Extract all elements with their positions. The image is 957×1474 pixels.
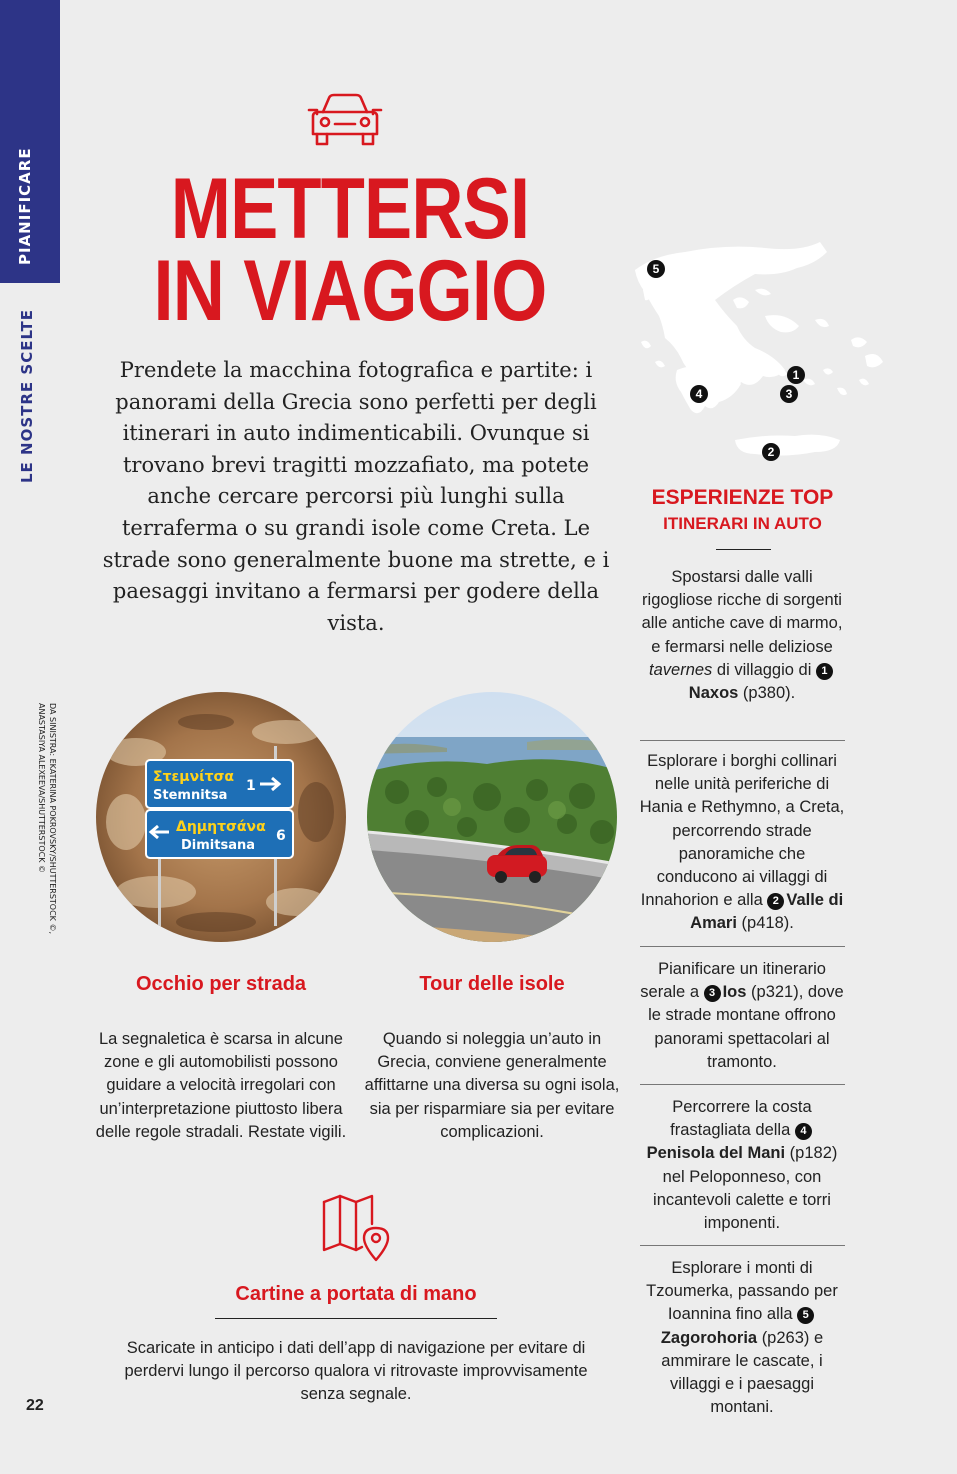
photo-credit-line: ANASTASIYA ALEXEEVA/SHUTTERSTOCK © — [37, 703, 46, 873]
experience-item — [638, 566, 846, 705]
intro-paragraph: Prendete la macchina fotografica e partite: i panorami della Grecia sono perfetti per degli itinerari in auto indimenticabili. Ovunque si trovano brevi tragitti mozzafiato, ma potete anche cercare percorsi più lunghi sulla terraferma o su grandi isole come Creta. Le strade sono generalmente buone ma strette, e i paesaggi invitano a fermarsi per godere della vista. — [102, 358, 610, 635]
sign-latin-2: Dimitsana — [181, 838, 256, 853]
experience-place: Naxos — [688, 684, 739, 703]
tip-title: Occhio per strada — [135, 973, 307, 995]
experience-item — [638, 750, 846, 936]
experience-place: Ios — [722, 983, 747, 1002]
page-title: IN VIAGGIO — [153, 243, 547, 339]
sign-greek-2: Δημητσάνα — [176, 819, 266, 835]
photo-credit — [36, 703, 58, 934]
experience-place: Penisola del Mani — [646, 1144, 786, 1163]
experience-ref: (p418). — [741, 914, 794, 933]
experience-item — [638, 1096, 846, 1235]
sidebar-subheading: ITINERARI IN AUTO — [663, 514, 822, 533]
section-tab-label: PIANIFICARE — [16, 147, 34, 265]
number-badge: 1 — [816, 663, 833, 680]
tip-body: Quando si noleggia un’auto in Grecia, conviene generalmente affittarne una diversa su ogni isola, sia per risparmiare sia per evitare complicazioni. — [364, 1030, 620, 1141]
number-badge: 3 — [704, 985, 721, 1002]
map-badge: 5 — [647, 260, 665, 278]
experience-text: di villaggio di — [716, 660, 812, 679]
maps-tip-body: Scaricate in anticipo i dati dell’app di navigazione per evitare di perdervi lungo il percorso qualora vi ritrovaste improvvisamente senza segnale. — [124, 1339, 588, 1404]
map-badge: 4 — [690, 385, 708, 403]
divider — [716, 549, 771, 550]
experience-ref: (p380). — [742, 684, 796, 703]
maps-tip-title: Cartine a portata di mano — [235, 1283, 477, 1305]
photo-credit-line: DA SINISTRA: EKATERINA POKROVSKY/SHUTTERSTOCK ©, — [48, 703, 57, 935]
experience-text: Pianificare un itinerario serale a — [640, 960, 826, 1002]
road-sign-photo — [96, 692, 346, 942]
divider — [640, 1084, 845, 1085]
sign-km-2: 6 — [276, 828, 286, 844]
map-badge: 3 — [780, 385, 798, 403]
page-number: 22 — [26, 1397, 44, 1414]
experience-text: Percorrere la costa frastagliata della — [670, 1098, 812, 1140]
divider — [640, 946, 845, 947]
divider — [640, 740, 845, 741]
experience-ref: (p182) nel Peloponneso, con incantevoli calette e torri imponenti. — [653, 1144, 838, 1233]
page-title: METTERSI — [170, 161, 530, 257]
number-badge: 4 — [795, 1123, 812, 1140]
experience-text: Esplorare i monti di Tzoumerka, passando per Ioannina fino alla — [646, 1259, 838, 1324]
experience-ref: (p321), dove le strade montane offrono panorami spettacolari al tramonto. — [648, 983, 844, 1071]
divider — [215, 1318, 497, 1319]
experience-text: Spostarsi dalle valli rigogliose ricche di sorgenti alle antiche cave di marmo, e fermarsi nelle deliziose — [641, 568, 843, 656]
experience-italic: tavernes — [649, 660, 713, 679]
map-pin-icon — [320, 1192, 390, 1262]
experience-place: Valle di Amari — [690, 891, 844, 933]
experience-text: Esplorare i borghi collinari nelle unità periferiche di Hania e Rethymno, a Creta, percorrendo strade panoramiche che conducono ai villaggi di Innahorion e alla — [639, 752, 845, 910]
experience-item — [638, 958, 846, 1074]
sign-latin-1: Stemnitsa — [153, 788, 228, 803]
experience-place: Zagorohoria — [660, 1328, 758, 1347]
car-icon — [305, 90, 385, 150]
sign-km-1: 1 — [246, 778, 256, 794]
experience-ref: (p263) e ammirare le cascate, i villaggi e i paesaggi montani. — [661, 1328, 824, 1417]
coastal-road-photo — [367, 692, 617, 942]
map-badge: 2 — [762, 443, 780, 461]
chapter-label: LE NOSTRE SCELTE — [18, 309, 36, 483]
experience-item — [638, 1257, 846, 1419]
tip-body: La segnaletica è scarsa in alcune zone e gli automobilisti possono guidare a velocità irregolari con un’interpretazione piuttosto libera delle regole stradali. Restate vigili. — [95, 1030, 347, 1141]
number-badge: 2 — [767, 893, 784, 910]
tip-title: Tour delle isole — [419, 973, 565, 995]
sidebar-heading: ESPERIENZE TOP — [651, 486, 834, 509]
number-badge: 5 — [797, 1307, 814, 1324]
divider — [640, 1245, 845, 1246]
sign-greek-1: Στεμνίτσα — [153, 769, 235, 785]
map-badge: 1 — [787, 366, 805, 384]
